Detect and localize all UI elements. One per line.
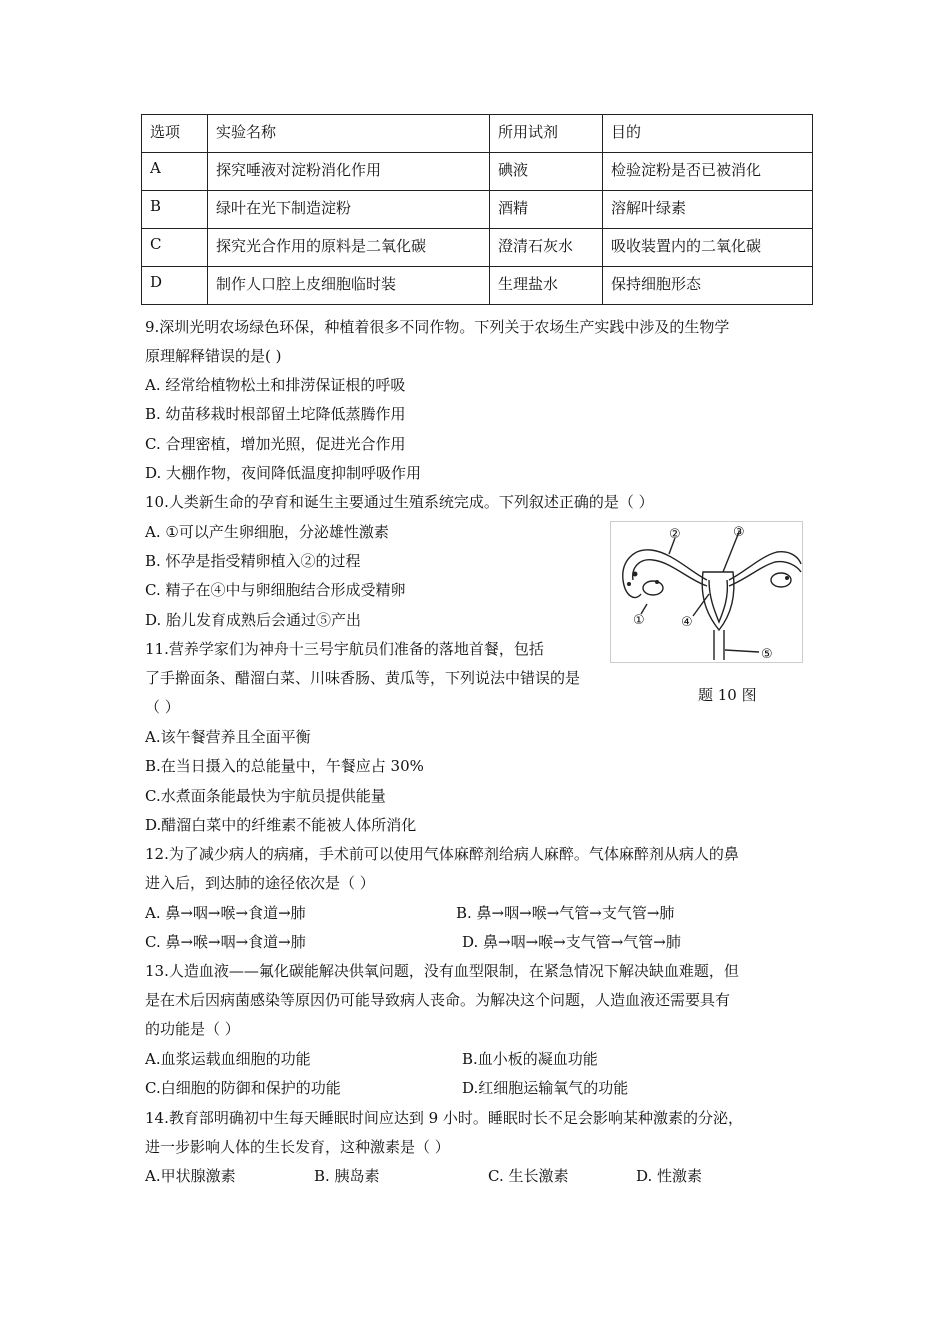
- q14-stem: 进一步影响人体的生长发育，这种激素是（ ）: [145, 1138, 450, 1156]
- q14-option-a: A.甲状腺激素: [145, 1167, 236, 1185]
- reproductive-system-diagram: [610, 521, 803, 663]
- table-cell: 探究光合作用的原料是二氧化碳: [208, 229, 490, 267]
- q12-stem: 12.为了减少病人的病痛，手术前可以使用气体麻醉剂给病人麻醉。气体麻醉剂从病人的鼻: [145, 845, 739, 863]
- table-cell: 酒精: [490, 191, 603, 229]
- table-header-cell: 实验名称: [208, 115, 490, 153]
- table-cell: 探究唾液对淀粉消化作用: [208, 153, 490, 191]
- table-cell: 澄清石灰水: [490, 229, 603, 267]
- q13-option-c: C.白细胞的防御和保护的功能: [145, 1079, 341, 1097]
- q14-option-c: C. 生长激素: [488, 1167, 569, 1185]
- table-header-row: [142, 115, 813, 153]
- q13-stem: 13.人造血液——氟化碳能解决供氧问题，没有血型限制，在紧急情况下解决缺血难题，但: [145, 962, 739, 980]
- q9-stem: 原理解释错误的是( ): [145, 347, 282, 365]
- table-cell: 保持细胞形态: [603, 267, 813, 305]
- figure-caption: 题 10 图: [698, 686, 757, 704]
- q10-stem: 10.人类新生命的孕育和诞生主要通过生殖系统完成。下列叙述正确的是（ ）: [145, 493, 654, 511]
- q13-stem: 的功能是（ ）: [145, 1020, 240, 1038]
- q12-option-c: C. 鼻→喉→咽→食道→肺: [145, 933, 306, 951]
- table-cell: D: [142, 267, 208, 305]
- experiment-table: [141, 114, 813, 305]
- q11-stem: 了手擀面条、醋溜白菜、川味香肠、黄瓜等，下列说法中错误的是: [145, 669, 581, 687]
- figure-label-3: ③: [733, 525, 745, 540]
- q12-option-d: D. 鼻→咽→喉→支气管→气管→肺: [462, 933, 681, 951]
- table-cell: 生理盐水: [490, 267, 603, 305]
- q12-stem: 进入后，到达肺的途径依次是（ ）: [145, 874, 375, 892]
- q11-stem: 11.营养学家们为神舟十三号宇航员们准备的落地首餐，包括: [145, 640, 544, 658]
- q13-option-b: B.血小板的凝血功能: [462, 1050, 598, 1068]
- q12-option-a: A. 鼻→咽→喉→食道→肺: [145, 904, 306, 922]
- q13-stem: 是在术后因病菌感染等原因仍可能导致病人丧命。为解决这个问题，人造血液还需要具有: [145, 991, 731, 1009]
- q11-stem: （ ）: [145, 698, 180, 716]
- figure-label-5: ⑤: [761, 647, 773, 662]
- table-cell: 吸收装置内的二氧化碳: [603, 229, 813, 267]
- table-cell: 绿叶在光下制造淀粉: [208, 191, 490, 229]
- figure-label-2: ②: [669, 527, 681, 542]
- q9-stem: 9.深圳光明农场绿色环保，种植着很多不同作物。下列关于农场生产实践中涉及的生物学: [145, 318, 730, 336]
- table-header-cell: 目的: [603, 115, 813, 153]
- uterus-illustration: [611, 522, 802, 662]
- figure-label-4: ④: [681, 615, 693, 630]
- q9-option-b: B. 幼苗移栽时根部留土坨降低蒸腾作用: [145, 405, 406, 423]
- q12-option-b: B. 鼻→咽→喉→气管→支气管→肺: [456, 904, 675, 922]
- table-cell: C: [142, 229, 208, 267]
- q11-option-a: A.该午餐营养且全面平衡: [145, 728, 311, 746]
- q14-option-b: B. 胰岛素: [314, 1167, 380, 1185]
- q10-option-b: B. 怀孕是指受精卵植入②的过程: [145, 552, 361, 570]
- q9-option-a: A. 经常给植物松土和排涝保证根的呼吸: [145, 376, 406, 394]
- q11-option-d: D.醋溜白菜中的纤维素不能被人体所消化: [145, 816, 417, 834]
- table-cell: 溶解叶绿素: [603, 191, 813, 229]
- q14-option-d: D. 性激素: [636, 1167, 703, 1185]
- table-row: [142, 229, 813, 267]
- table-cell: B: [142, 191, 208, 229]
- table-row: [142, 153, 813, 191]
- table-row: [142, 267, 813, 305]
- q11-option-b: B.在当日摄入的总能量中，午餐应占 30%: [145, 757, 424, 775]
- table-cell: 制作人口腔上皮细胞临时装: [208, 267, 490, 305]
- table-cell: A: [142, 153, 208, 191]
- q13-option-d: D.红细胞运输氧气的功能: [462, 1079, 629, 1097]
- q11-option-c: C.水煮面条能最快为宇航员提供能量: [145, 787, 386, 805]
- q10-option-c: C. 精子在④中与卵细胞结合形成受精卵: [145, 581, 406, 599]
- q13-option-a: A.血浆运载血细胞的功能: [145, 1050, 311, 1068]
- q14-stem: 14.教育部明确初中生每天睡眠时间应达到 9 小时。睡眠时长不足会影响某种激素的分泌，: [145, 1109, 743, 1127]
- table-cell: 检验淀粉是否已被消化: [603, 153, 813, 191]
- table-cell: 碘液: [490, 153, 603, 191]
- table-header-cell: 所用试剂: [490, 115, 603, 153]
- table-header-cell: 选项: [142, 115, 208, 153]
- q9-option-d: D. 大棚作物，夜间降低温度抑制呼吸作用: [145, 464, 422, 482]
- q9-option-c: C. 合理密植，增加光照，促进光合作用: [145, 435, 406, 453]
- q10-option-a: A. ①可以产生卵细胞，分泌雄性激素: [145, 523, 389, 541]
- table-row: [142, 191, 813, 229]
- q10-option-d: D. 胎儿发育成熟后会通过⑤产出: [145, 611, 362, 629]
- figure-label-1: ①: [633, 613, 645, 628]
